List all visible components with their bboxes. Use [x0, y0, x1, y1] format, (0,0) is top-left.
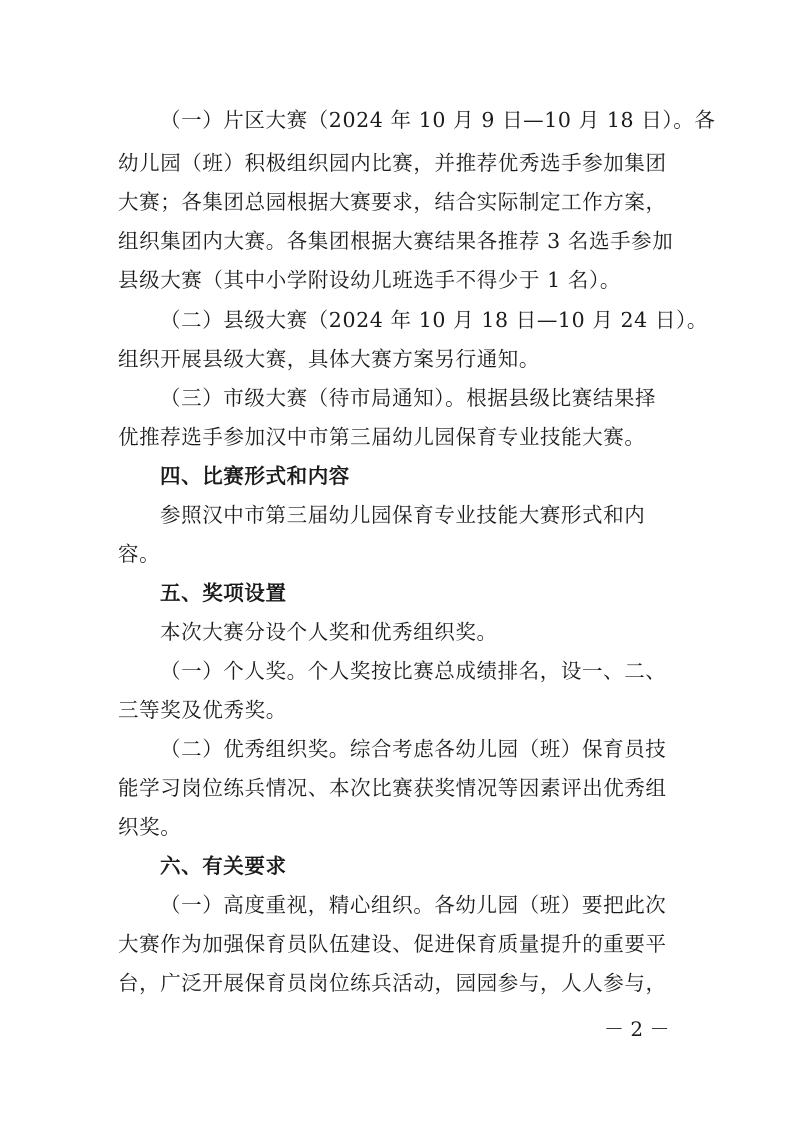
- paragraph-line-12: 容。: [118, 542, 161, 566]
- paragraph-line-11: 参照汉中市第三届幼儿园保育专业技能大赛形式和内: [160, 503, 646, 527]
- paragraph-line-1: （一）片区大赛（2024 年 10 月 9 日—10 月 18 日）。各: [160, 108, 716, 132]
- paragraph-line-14: 本次大赛分设个人奖和优秀组织奖。: [160, 620, 498, 644]
- section-heading-4: 四、比赛形式和内容: [160, 464, 350, 488]
- paragraph-line-17: （二）优秀组织奖。综合考虑各幼儿园（班）保育员技: [160, 737, 667, 761]
- paragraph-line-2: 幼儿园（班）积极组织园内比赛，并推荐优秀选手参加集团: [118, 151, 667, 175]
- paragraph-line-5: 县级大赛（其中小学附设幼儿班选手不得少于 1 名）。: [118, 268, 621, 292]
- paragraph-line-8: （三）市级大赛（待市局通知）。根据县级比赛结果择: [160, 386, 657, 410]
- paragraph-line-22: 大赛作为加强保育员队伍建设、促进保育质量提升的重要平: [118, 932, 667, 956]
- paragraph-line-16: 三等奖及优秀奖。: [118, 698, 287, 722]
- paragraph-line-4: 组织集团内大赛。各集团根据大赛结果各推荐 3 名选手参加: [118, 229, 674, 253]
- section-heading-5: 五、奖项设置: [160, 581, 287, 605]
- paragraph-line-9: 优推荐选手参加汉中市第三届幼儿园保育专业技能大赛。: [118, 425, 646, 449]
- paragraph-line-23: 台，广泛开展保育员岗位练兵活动，园园参与，人人参与，: [118, 971, 667, 995]
- paragraph-line-18: 能学习岗位练兵情况、本次比赛获奖情况等因素评出优秀组: [118, 776, 667, 800]
- paragraph-line-21: （一）高度重视，精心组织。各幼儿园（班）要把此次: [160, 893, 667, 917]
- page-number: － 2 －: [604, 1017, 670, 1041]
- paragraph-line-19: 织奖。: [118, 815, 182, 839]
- section-heading-6: 六、有关要求: [160, 854, 287, 878]
- paragraph-line-3: 大赛；各集团总园根据大赛要求，结合实际制定工作方案，: [118, 190, 667, 214]
- paragraph-line-7: 组织开展县级大赛，具体大赛方案另行通知。: [118, 347, 540, 371]
- paragraph-line-6: （二）县级大赛（2024 年 10 月 18 日—10 月 24 日）。: [160, 308, 708, 332]
- paragraph-line-15: （一）个人奖。个人奖按比赛总成绩排名，设一、二、: [160, 659, 667, 683]
